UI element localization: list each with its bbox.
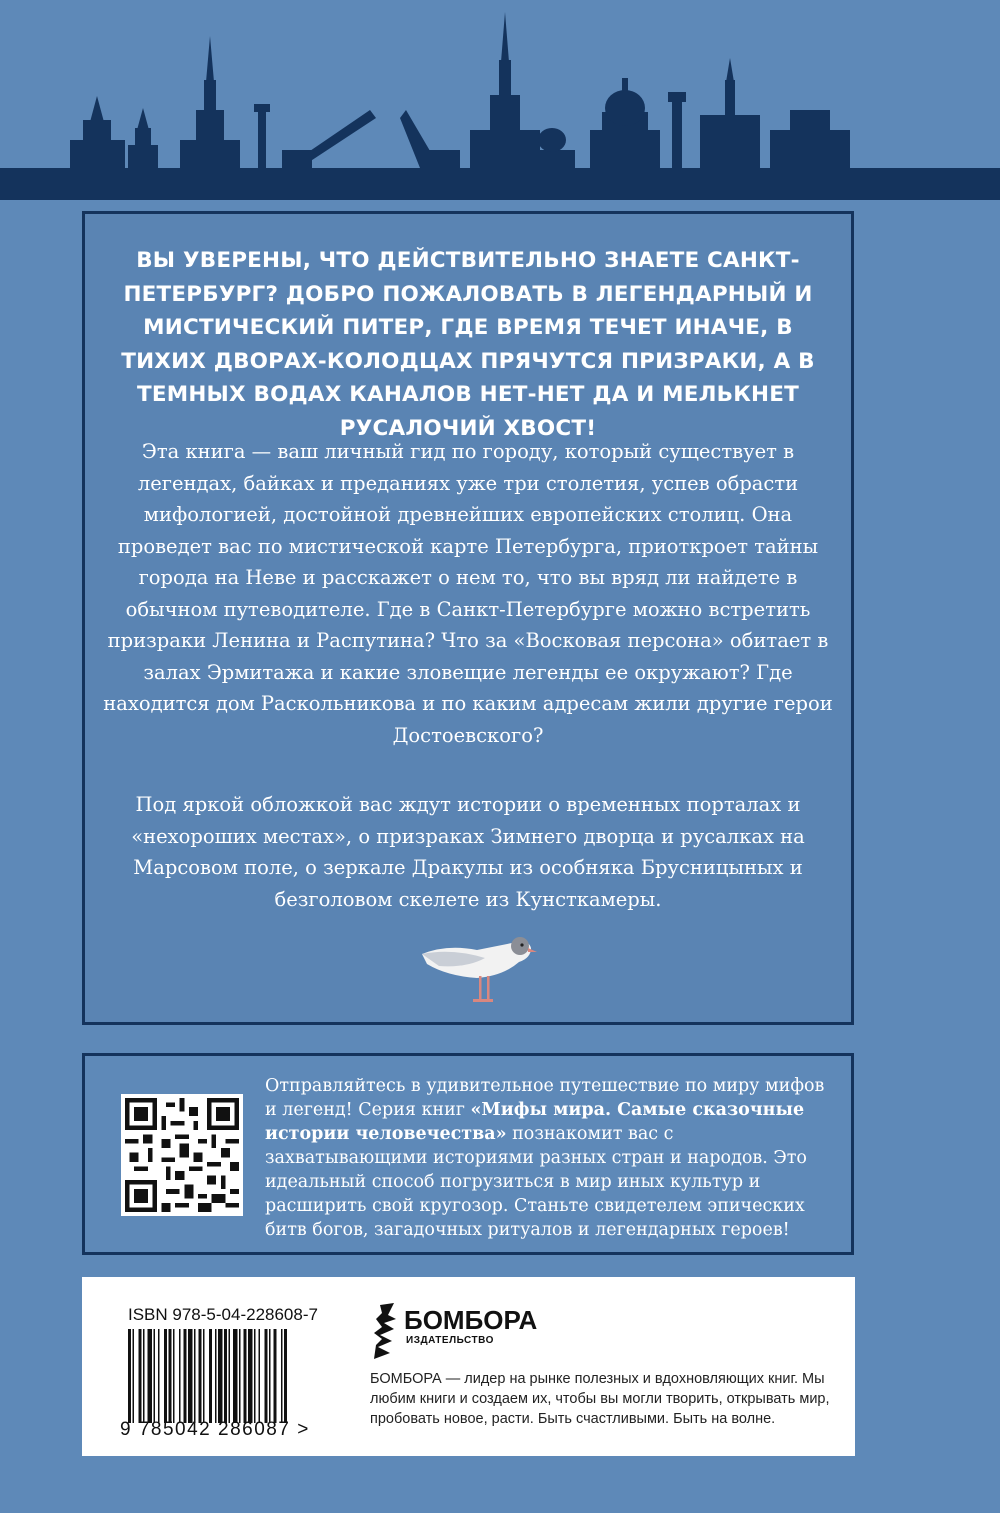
description-paragraph: Эта книга — ваш личный гид по городу, который существует в легендах, байках и преданиях уже три столетия, успев обрасти мифологией, достойной древнейших европейских столиц. Она проведет вас по мистической карте Петербурга, приоткроет тайны города на Неве и расскажет о нем то, что вы вряд ли найдете в обычном путеводителе. Где в Санкт-Петербурге можно встретить призраки Ленина и Распутина? Что за «Восковая персона» обитает в залах Эрмитажа и какие зловещие легенды ее окружают? Где находится дом Раскольникова и по каким адресам жили другие герои Достоевского? (103, 440, 833, 747)
description-paragraph-2: Под яркой обложкой вас ждут истории о временных порталах и «нехороших местах», о призраках Зимнего дворца и русалках на Марсовом поле, о зеркале Дракулы из особняка Брусницыных и безголовом скелете из Кунсткамеры. (131, 793, 805, 911)
series-description: Отправляйтесь в удивительное путешествие по миру мифов и легенд! Серия книг «Мифы мира. Самые сказочные истории человечества» познакомит вас с захватывающими историями разных стран и народов. Это идеальный способ погрузиться в мир иных культур и расширить свой кругозор. Станьте свидетелем эпических битв богов, загадочных ритуалов и легендарных героев! (265, 1076, 825, 1240)
seagull-illustration (407, 914, 537, 1006)
skyline-illustration (0, 0, 1000, 200)
headline: ВЫ УВЕРЕНЫ, ЧТО ДЕЙСТВИТЕЛЬНО ЗНАЕТЕ САНКТ-ПЕТЕРБУРГ? ДОБРО ПОЖАЛОВАТЬ В ЛЕГЕНДАРНЫЙ И МИСТИЧЕСКИЙ ПИТЕР, ГДЕ ВРЕМЯ ТЕЧЕТ ИНАЧЕ, В ТИХИХ ДВОРАХ-КОЛОДЦАХ ПРЯЧУТСЯ ПРИЗРАКИ, А В ТЕМНЫХ ВОДАХ КАНАЛОВ НЕТ-НЕТ ДА И МЕЛЬКНЕТ РУСАЛОЧИЙ ХВОСТ! (121, 248, 815, 441)
series-panel (82, 1053, 854, 1255)
barcode-digits: 9 785042 286087 > (120, 1419, 310, 1440)
publisher-description: БОМБОРА — лидер на рынке полезных и вдохновляющих книг. Мы любим книги и создаем их, чтобы вы могли творить, открывать мир, пробовать новое, расти. Быть счастливыми. Быть на волне. (370, 1371, 830, 1427)
publisher-name: БОМБОРА (404, 1305, 538, 1335)
qr-code[interactable] (121, 1094, 243, 1216)
series-name: «Мифы мира. Самые сказочные истории человечества» (265, 1100, 805, 1144)
publisher-subtitle: ИЗДАТЕЛЬСТВО (406, 1335, 494, 1346)
description-panel (82, 211, 854, 1025)
publisher-panel (82, 1277, 855, 1456)
isbn-label: ISBN 978-5-04-228608-7 (128, 1305, 318, 1324)
barcode (128, 1329, 333, 1423)
